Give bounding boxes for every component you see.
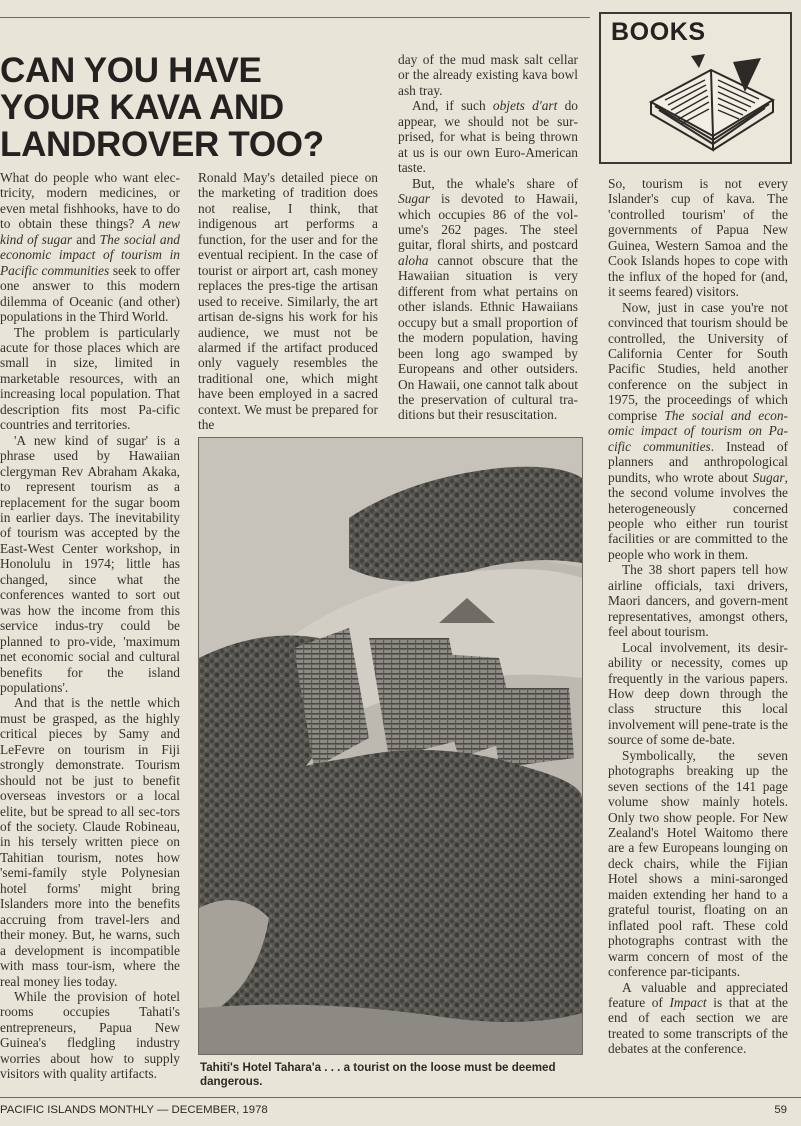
bottom-rule	[0, 1097, 801, 1098]
headline	[0, 52, 330, 163]
paragraph: Symbolically, the seven photographs breaking up the seven sections of the 141 page volume show mainly hotels. Only two show people. For New Zealand's Hotel Waitomo there are a few Europeans lounging on deck chairs, while the Fijian Hotel shows a mini-saronged maiden extending her hand to a grateful tourist, floating on an inflated pool raft. These cold photographs contrast with the warm concern of most of the conference par-ticipants.	[608, 747, 788, 980]
headline-line-2: YOUR KAVA AND	[0, 88, 284, 127]
paragraph: And, if such objets d'art do appear, we should not be surprised, for what is being thrown at us is our own Euro-American taste.	[398, 98, 578, 176]
headline-line-1: CAN YOU HAVE	[0, 51, 262, 90]
top-rule	[0, 17, 590, 18]
paragraph: So, tourism is not every Islander's cup of kava. The 'controlled tourism' of the governments of Papua New Guinea, Western Samoa and the Cook Islands hopes to cope with the influx of the hoped for (and, it seems feared) visitors.	[608, 176, 788, 300]
paragraph: But, the whale's share of Sugar is devoted to Hawaii, which occupies 86 of the volume's 262 pages. The steel guitar, floral shirts, and postcard aloha cannot obscure that the Hawaiian situation is very different from what pertains on other islands. Ethnic Hawaiians occupy but a small proportion of the modern population, having been long ago swamped by Europeans and other outsiders. On Hawaii, one cannot talk about the preservation of cultural traditions but their resuscitation.	[398, 175, 578, 423]
books-title: BOOKS	[611, 18, 706, 46]
article-column-2	[198, 170, 378, 433]
paragraph: A valuable and appreciated feature of Impact is that at the end of each section we are treated to some transcripts of the debates at the conference.	[608, 979, 788, 1057]
article-column-4	[608, 176, 788, 1057]
paragraph: Ronald May's detailed piece on the marketing of tradition does not realise, I think, that indigenous art performs a function, for the user and for the eventual recipient. In the case of tourist or airport art, cash money replaces the pres-tige the artisan used to receive. Similarly, the art artisan de-signs his work for his audience, we must not be alarmed if the artifact produced only vaguely resembles the traditional one, which might have been employed in a sacred context. We must be prepared for the	[198, 170, 378, 433]
paragraph: Local involvement, its desir-ability or necessity, comes up frequently in the various papers. How deep down through the class structure this local involvement will pene-trate is the source of some de-bate.	[608, 639, 788, 748]
paragraph: The 38 short papers tell how airline officials, taxi drivers, Maori dancers, and govern-ment representatives, amongst others, feel about tourism.	[608, 562, 788, 640]
headline-line-3: LANDROVER TOO?	[0, 125, 324, 164]
footer-publication: PACIFIC ISLANDS MONTHLY — DECEMBER, 1978	[0, 1104, 268, 1116]
paragraph: While the provision of hotel rooms occupies Tahati's entrepreneurs, Papua New Guinea's fledgling industry worries about how to supply visitors with quality artifacts.	[0, 989, 180, 1082]
hotel-photograph	[198, 437, 583, 1055]
paragraph: day of the mud mask salt cellar or the already existing kava bowl ash tray.	[398, 52, 578, 98]
paragraph: The problem is particularly acute for those places which are small in size, limited in marketable resources, with an increasing local population. That description fits most Pa-cific countries and territories.	[0, 324, 180, 433]
page-number: 59	[774, 1104, 787, 1116]
open-book-icon	[641, 52, 781, 160]
paragraph: 'A new kind of sugar' is a phrase used by Hawaiian clergyman Rev Abraham Akaka, to represent tourism as a replacement for the sugar boom in earlier days. The inevitability of tourism was accepted by the East-West Center workshop, in Honolulu in 1974; little has changed, since what the conferences wanted to sort out was how the income from this service indus-try could be planned to pro-vide, 'maximum net economic social and cultural benefits for the island populations'.	[0, 432, 180, 695]
photo-caption: Tahiti's Hotel Tahara'a . . . a tourist on the loose must be deemed dangerous.	[200, 1061, 556, 1088]
paragraph: And that is the nettle which must be grasped, as the highly critical pieces by Samy and LeFevre on tourism in Fiji strongly demonstrate. Tourism should not be just to benefit overseas investors or a local elite, but be spread to all sec-tors of the society. Claude Robineau, in his tersely written piece on Tahitian tourism, notes how 'semi-family style Polynesian hotel forms' might bring Islanders more into the benefits accruing from travel-lers and their money. But, he warns, such a development is incompatible with mass tour-ism, where the real money lies today.	[0, 695, 180, 989]
books-section-box	[599, 12, 792, 164]
paragraph: What do people who want electricity, modern medicines, or even metal fishhooks, have to do to obtain these things? A new kind of sugar and The social and economic impact of tourism in Pacific communities seek to offer one answer to this modern dilemma of Oceanic (and other) populations in the Third World.	[0, 170, 180, 325]
article-column-1	[0, 170, 180, 1082]
paragraph: Now, just in case you're not convinced that tourism should be controlled, the University of California Center for South Pacific Studies, held another conference on the subject in 1975, the proceedings of which comprise The social and economic impact of tourism on Pacific communities. Instead of planners and anthropological pundits, who wrote about Sugar, the second volume involves the heterogeneously concerned people who either run tourist facilities or are committed to the people who work in them.	[608, 299, 788, 562]
article-column-3	[398, 52, 578, 423]
